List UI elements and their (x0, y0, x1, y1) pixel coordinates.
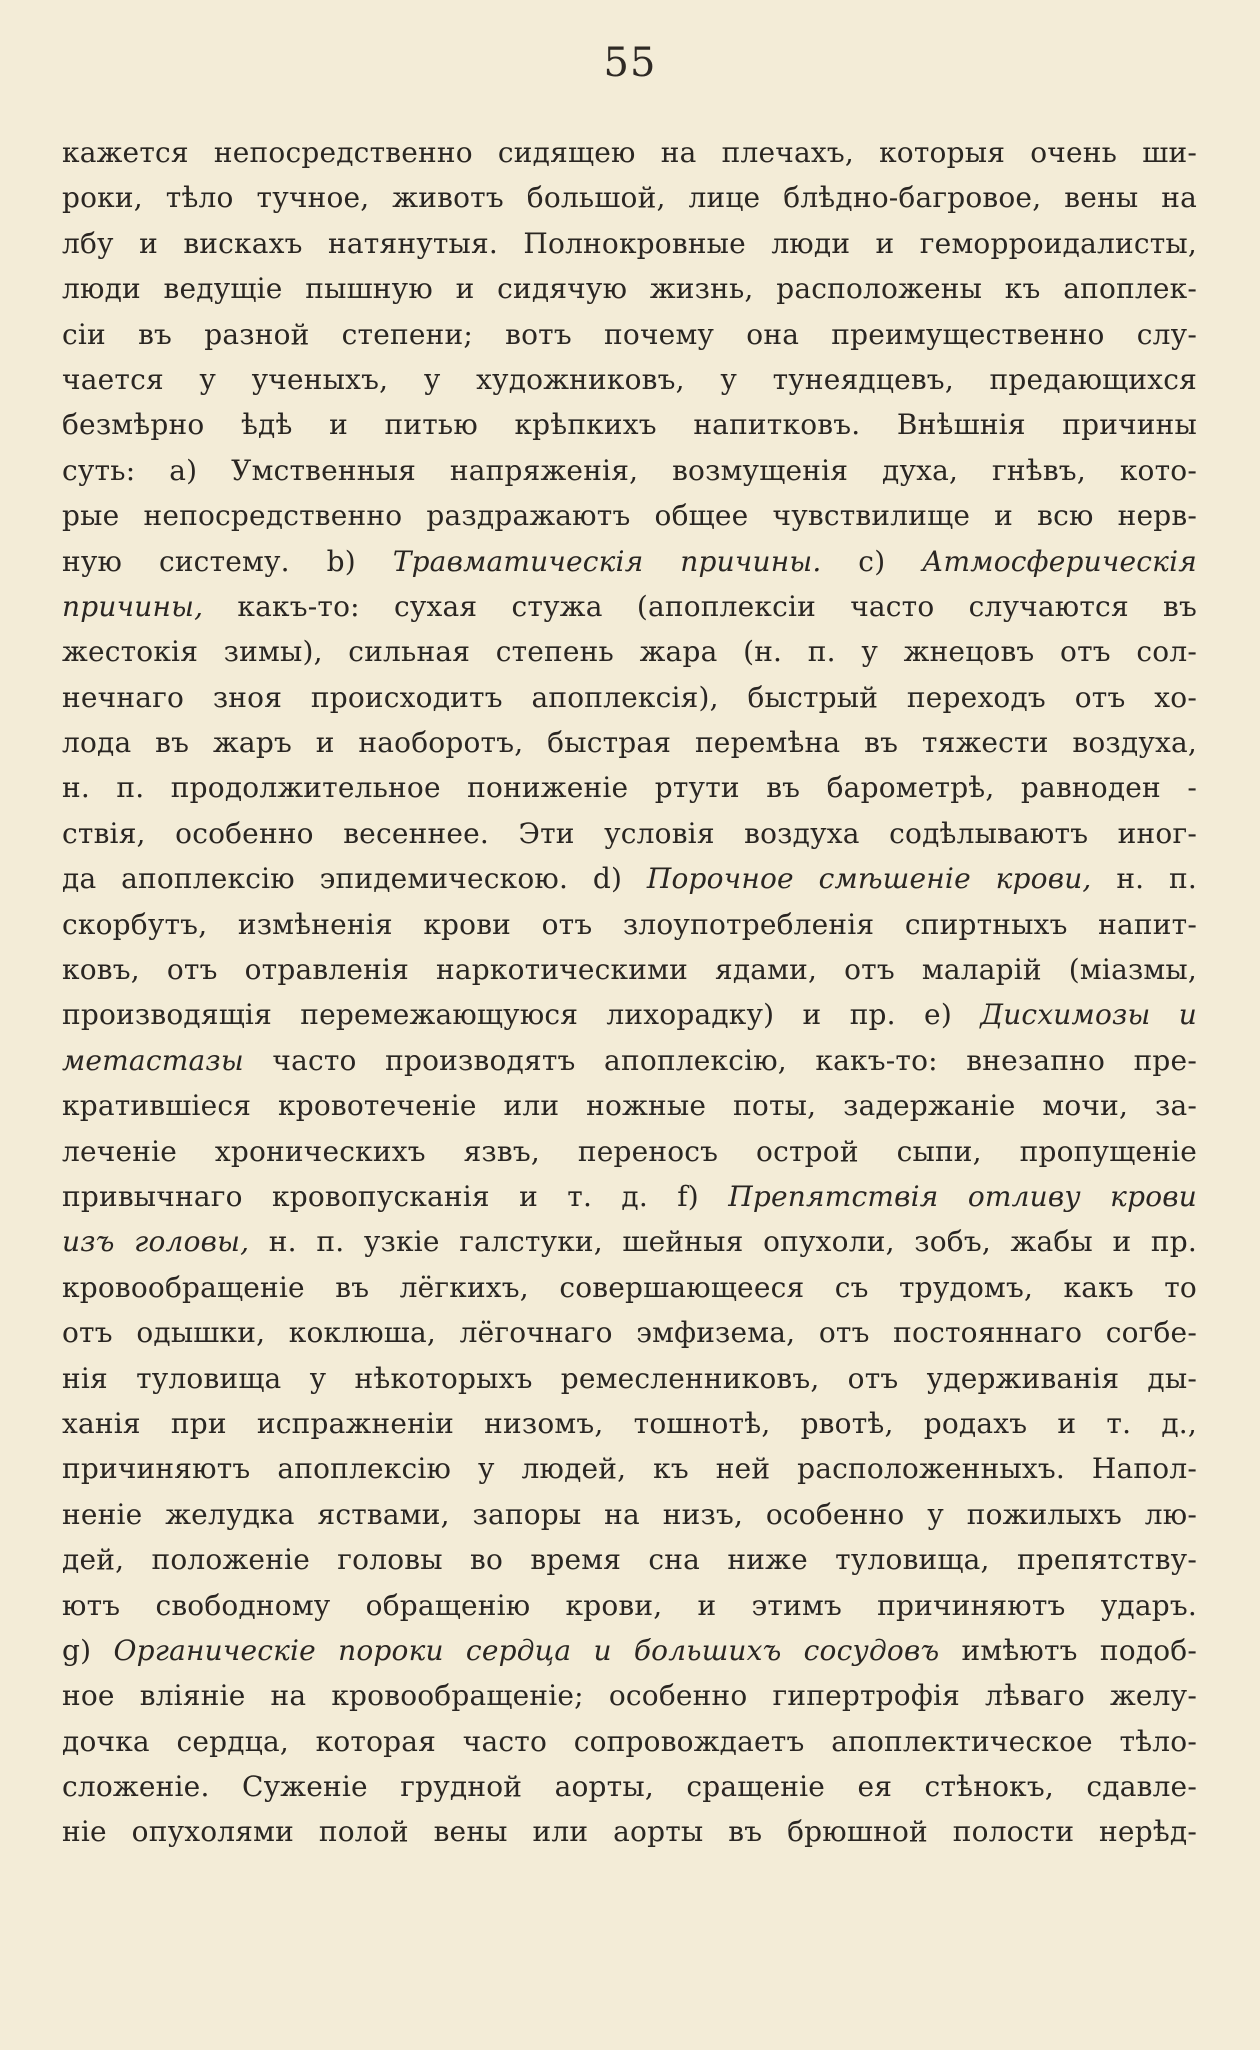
text-segment: люди ведущіе пышную и сидячую жизнь, расположены къ апоплек- (62, 272, 1197, 306)
text-line (62, 1492, 1197, 1537)
text-segment: ханія при испражненіи низомъ, тошнотѣ, рвотѣ, родахъ и т. д., (62, 1406, 1197, 1440)
text-line (62, 1719, 1197, 1764)
text-line (62, 1038, 1197, 1083)
text-line (62, 856, 1197, 901)
text-segment: безмѣрно ѣдѣ и питью крѣпкихъ напитковъ. Внѣшнія причины (62, 408, 1197, 442)
text-line (62, 130, 1197, 175)
body-text (62, 130, 1197, 1855)
text-segment: неніе желудка яствами, запоры на низъ, особенно у пожилыхъ лю- (62, 1497, 1197, 1531)
text-segment: дей, положеніе головы во время сна ниже туловища, препятству- (62, 1543, 1197, 1577)
text-line (62, 1401, 1197, 1446)
text-line (62, 811, 1197, 856)
text-line (62, 584, 1197, 629)
text-line (62, 1673, 1197, 1718)
text-line (62, 1219, 1197, 1264)
text-line (62, 266, 1197, 311)
text-segment: кровообращеніе въ лёгкихъ, совершающееся съ трудомъ, какъ то (62, 1270, 1197, 1304)
text-line (62, 312, 1197, 357)
text-segment: кратившіеся кровотеченіе или ножные поты, задержаніе мочи, за- (62, 1089, 1197, 1123)
text-line (62, 1129, 1197, 1174)
italic-text-segment: Препятствія отливу крови (728, 1179, 1197, 1213)
text-segment: ютъ свободному обращенію крови, и этимъ причиняютъ ударъ. (62, 1588, 1197, 1622)
text-line (62, 992, 1197, 1037)
italic-text-segment: Органическіе пороки сердца и большихъ сосудовъ (113, 1633, 940, 1667)
text-line (62, 448, 1197, 493)
italic-text-segment: Атмосферическія (922, 544, 1197, 578)
text-line (62, 947, 1197, 992)
text-segment: часто производятъ апоплексію, какъ-то: внезапно пре- (243, 1043, 1197, 1077)
italic-text-segment: причины, (62, 589, 204, 623)
text-segment: ніе опухолями полой вены или аорты въ брюшной полости нерѣд- (62, 1815, 1197, 1849)
text-segment: да апоплексію эпидемическою. d) (62, 862, 647, 896)
text-segment: с) (821, 544, 923, 578)
text-segment: ствія, особенно весеннее. Эти условія воздуха содѣлываютъ иног- (62, 816, 1197, 850)
text-segment: леченіе хроническихъ язвъ, переносъ острой сыпи, пропущеніе (62, 1134, 1197, 1168)
text-segment: нія туловища у нѣкоторыхъ ремесленниковъ, отъ удерживанія ды- (62, 1361, 1197, 1395)
text-line (62, 1083, 1197, 1128)
italic-text-segment: Травматическія причины. (392, 544, 822, 578)
text-segment: причиняютъ апоплексію у людей, къ ней расположенныхъ. Напол- (62, 1452, 1197, 1486)
text-segment: чается у ученыхъ, у художниковъ, у тунеядцевъ, предающихся (62, 362, 1197, 396)
text-segment: н. п. узкіе галстуки, шейныя опухоли, зобъ, жабы и пр. (249, 1225, 1197, 1259)
text-segment: ковъ, отъ отравленія наркотическими ядами, отъ маларій (міазмы, (62, 953, 1197, 987)
text-line (62, 629, 1197, 674)
text-segment: скорбутъ, измѣненія крови отъ злоупотребленія спиртныхъ напит- (62, 907, 1197, 941)
text-segment: сложеніе. Суженіе грудной аорты, сращеніе ея стѣнокъ, сдавле- (62, 1770, 1197, 1804)
text-segment: дочка сердца, которая часто сопровождаетъ апоплектическое тѣло- (62, 1724, 1197, 1758)
text-line (62, 1809, 1197, 1854)
text-line (62, 675, 1197, 720)
text-segment: лбу и вискахъ натянутыя. Полнокровные люди и геморроидалисты, (62, 226, 1197, 260)
text-line (62, 402, 1197, 447)
text-segment: жестокія зимы), сильная степень жара (н. п. у жнецовъ отъ сол- (62, 635, 1197, 669)
text-segment: н. п. продолжительное пониженіе ртути въ барометрѣ, равноден - (62, 771, 1197, 805)
text-line (62, 902, 1197, 947)
text-line (62, 1764, 1197, 1809)
text-segment: н. п. (1091, 862, 1197, 896)
text-line (62, 1537, 1197, 1582)
text-line (62, 1356, 1197, 1401)
text-segment: рые непосредственно раздражаютъ общее чувствилище и всю нерв- (62, 499, 1197, 533)
text-segment: привычнаго кровопусканія и т. д. f) (62, 1179, 729, 1213)
text-segment: g) (62, 1633, 114, 1667)
text-segment: кажется непосредственно сидящею на плечахъ, которыя очень ши- (62, 136, 1197, 169)
text-segment: производящія перемежающуюся лихорадку) и пр. е) (62, 998, 981, 1032)
text-segment: сіи въ разной степени; вотъ почему она преимущественно слу- (62, 317, 1197, 351)
text-line (62, 1583, 1197, 1628)
text-line (62, 221, 1197, 266)
text-line (62, 539, 1197, 584)
page-number: 55 (603, 40, 657, 86)
text-segment: отъ одышки, коклюша, лёгочнаго эмфизема, отъ постояннаго согбе- (62, 1316, 1197, 1350)
italic-text-segment: метастазы (62, 1043, 244, 1077)
text-line (62, 175, 1197, 220)
text-segment: имѣютъ подоб- (939, 1633, 1197, 1667)
italic-text-segment: Порочное смѣшеніе крови, (646, 862, 1092, 896)
text-segment: лода въ жаръ и наоборотъ, быстрая перемѣна въ тяжести воздуха, (62, 726, 1197, 760)
text-line (62, 1310, 1197, 1355)
text-line (62, 1446, 1197, 1491)
text-line (62, 720, 1197, 765)
text-segment: ную систему. b) (62, 544, 393, 578)
text-segment: ное вліяніе на кровообращеніе; особенно гипертрофія лѣваго желу- (62, 1679, 1197, 1713)
text-line (62, 1174, 1197, 1219)
text-segment: роки, тѣло тучное, животъ большой, лице блѣдно-багровое, вены на (62, 181, 1197, 215)
italic-text-segment: изъ головы, (62, 1225, 250, 1259)
text-segment: суть: а) Умственныя напряженія, возмущенія духа, гнѣвъ, кото- (62, 453, 1197, 487)
text-line (62, 493, 1197, 538)
text-line (62, 1265, 1197, 1310)
text-segment: нечнаго зноя происходитъ апоплексія), быстрый переходъ отъ хо- (62, 680, 1197, 714)
text-line (62, 765, 1197, 810)
italic-text-segment: Дисхимозы и (980, 998, 1197, 1032)
text-line (62, 357, 1197, 402)
text-segment: какъ-то: сухая стужа (апоплексіи часто случаются въ (203, 589, 1197, 623)
text-line (62, 1628, 1197, 1673)
